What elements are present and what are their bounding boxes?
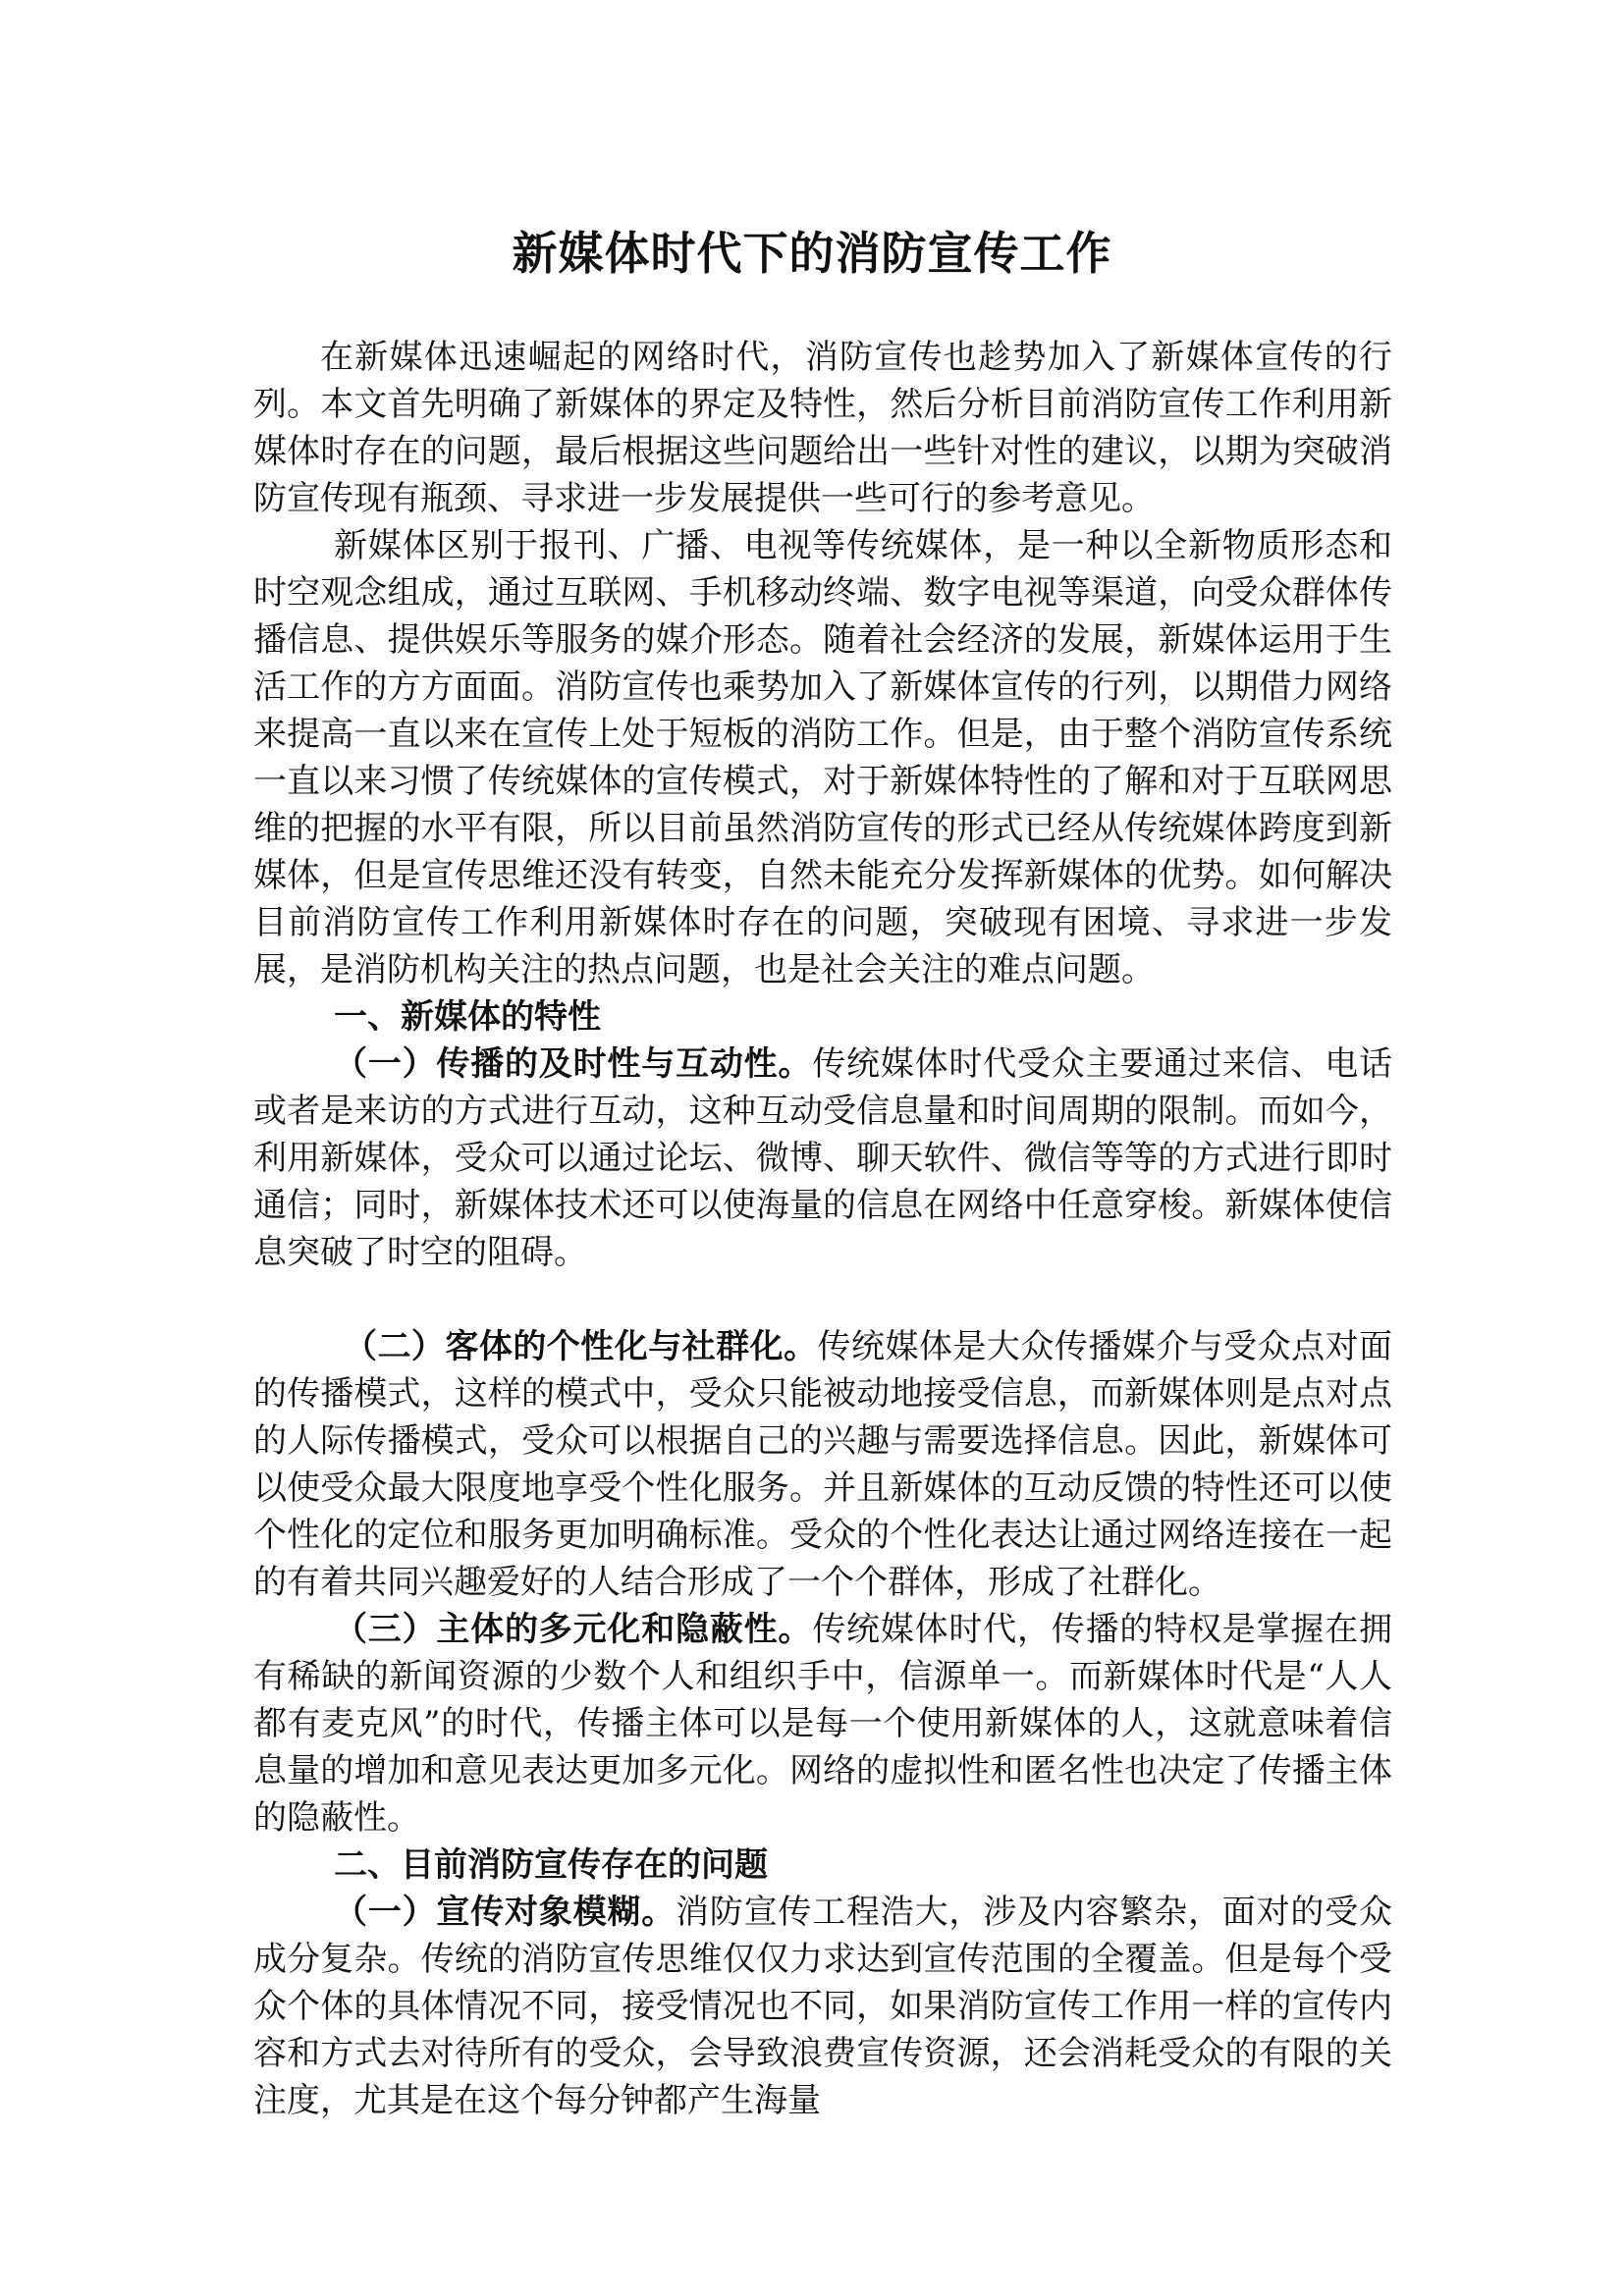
paragraph-gap	[253, 1276, 1392, 1323]
section2-item-1-label: （一）宣传对象模糊。	[334, 1893, 676, 1932]
abstract-paragraph: 在新媒体迅速崛起的网络时代，消防宣传也趁势加入了新媒体宣传的行列。本文首先明确了新媒体的界定及特性，然后分析目前消防宣传工作利用新媒体时存在的问题，最后根据这些问题给出一些针对性的建议，以期为突破消防宣传现有瓶颈、寻求进一步发展提供一些可行的参考意见。	[253, 338, 1392, 518]
section1-item-3-label: （三）主体的多元化和隐蔽性。	[334, 1610, 813, 1649]
document-body	[253, 334, 1392, 2124]
section1-item-3	[253, 1606, 1392, 1842]
section1-item-2-label: （二）客体的个性化与社群化。	[344, 1327, 818, 1366]
section1-item-1-label: （一）传播的及时性与互动性。	[334, 1044, 813, 1084]
section1-heading: 一、新媒体的特性	[334, 997, 601, 1037]
section1-item-1-text: 传统媒体时代受众主要通过来信、电话或者是来访的方式进行互动，这种互动受信息量和时间周期的限制。而如今，利用新媒体，受众可以通过论坛、微博、聊天软件、微信等等的方式进行即时通信；同时，新媒体技术还可以使海量的信息在网络中任意穿梭。新媒体使信息突破了时空的阻碍。	[253, 1044, 1393, 1272]
section2-heading: 二、目前消防宣传存在的问题	[334, 1845, 768, 1885]
intro-paragraph: 新媒体区别于报刊、广播、电视等传统媒体，是一种以全新物质形态和时空观念组成，通过互联网、手机移动终端、数字电视等渠道，向受众群体传播信息、提供娱乐等服务的媒介形态。随着社会经济的发展，新媒体运用于生活工作的方方面面。消防宣传也乘势加入了新媒体宣传的行列，以期借力网络来提高一直以来在宣传上处于短板的消防工作。但是，由于整个消防宣传系统一直以来习惯了传统媒体的宣传模式，对于新媒体特性的了解和对于互联网思维的把握的水平有限，所以目前虽然消防宣传的形式已经从传统媒体跨度到新媒体，但是宣传思维还没有转变，自然未能充分发挥新媒体的优势。如何解决目前消防宣传工作利用新媒体时存在的问题，突破现有困境、寻求进一步发展，是消防机构关注的热点问题，也是社会关注的难点问题。	[253, 526, 1392, 989]
section2-item-1	[253, 1889, 1392, 2124]
document-title: 新媒体时代下的消防宣传工作	[512, 227, 1112, 280]
section1-item-2	[253, 1323, 1392, 1606]
section2-item-1-text: 消防宣传工程浩大，涉及内容繁杂，面对的受众成分复杂。传统的消防宣传思维仅仅力求达到宣传范围的全覆盖。但是每个受众个体的具体情况不同，接受情况也不同，如果消防宣传工作用一样的宣传内容和方式去对待所有的受众，会导致浪费宣传资源，还会消耗受众的有限的关注度，尤其是在这个每分钟都产生海量	[253, 1893, 1392, 2120]
section1-item-3-text: 传统媒体时代，传播的特权是掌握在拥有稀缺的新闻资源的少数个人和组织手中，信源单一。而新媒体时代是“人人都有麦克风”的时代，传播主体可以是每一个使用新媒体的人，这就意味着信息量的增加和意见表达更加多元化。网络的虚拟性和匿名性也决定了传播主体的隐蔽性。	[253, 1610, 1393, 1838]
section1-item-1	[253, 1041, 1392, 1276]
section1-item-2-text: 传统媒体是大众传播媒介与受众点对面的传播模式，这样的模式中，受众只能被动地接受信息，而新媒体则是点对点的人际传播模式，受众可以根据自己的兴趣与需要选择信息。因此，新媒体可以使受众最大限度地享受个性化服务。并且新媒体的互动反馈的特性还可以使个性化的定位和服务更加明确标准。受众的个性化表达让通过网络连接在一起的有着共同兴趣爱好的人结合形成了一个个群体，形成了社群化。	[253, 1327, 1393, 1602]
